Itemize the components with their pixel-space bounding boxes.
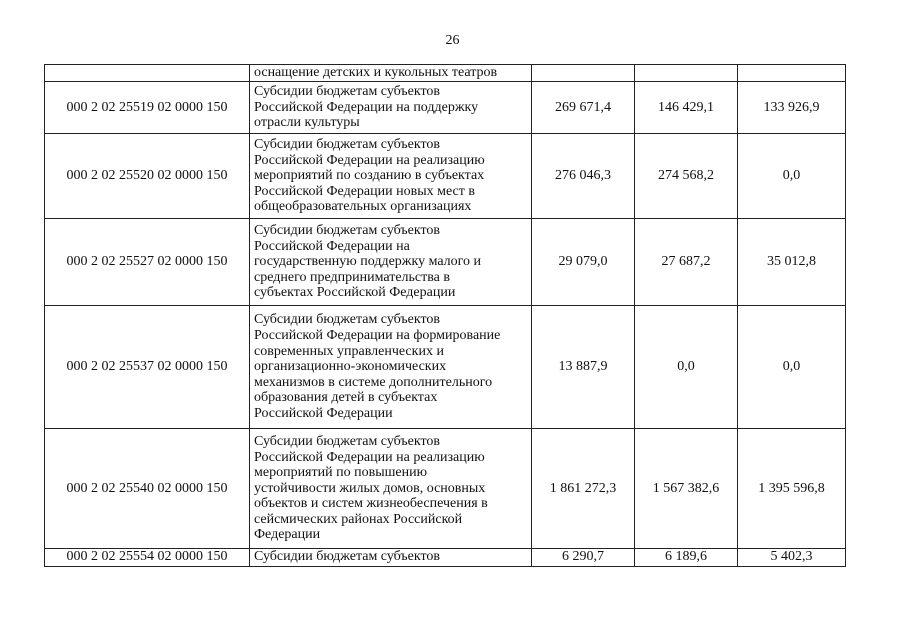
table-row [45, 306, 846, 429]
item-name-cell [250, 306, 532, 429]
page-number: 26 [445, 33, 460, 48]
item-name-line: Российской Федерации на [254, 238, 410, 254]
value-cell-3: 0,0 [738, 306, 846, 429]
item-name-cell [250, 65, 532, 82]
item-name-line: субъектах Российской Федерации [254, 285, 456, 301]
value-cell-2: 27 687,2 [635, 219, 738, 306]
item-name-line: механизмов в системе дополнительного [254, 374, 493, 390]
budget-code-cell: 000 2 02 25554 02 0000 150 [45, 549, 250, 567]
table-row [45, 219, 846, 306]
value-cell-3: 5 402,3 [738, 549, 846, 567]
table-row [45, 549, 846, 567]
budget-code-cell [45, 65, 250, 82]
value-cell-1: 29 079,0 [532, 219, 635, 306]
value-cell-1 [532, 65, 635, 82]
item-name-line: Федерации [254, 527, 321, 543]
item-name-line: государственную поддержку малого и [254, 254, 482, 270]
item-name-line: Российской Федерации [254, 405, 393, 421]
value-cell-2 [635, 65, 738, 82]
table-row [45, 134, 846, 219]
item-name-line: объектов и систем жизнеобеспечения в [254, 496, 488, 512]
item-name-line: мероприятий по повышению [254, 465, 428, 481]
budget-code-cell: 000 2 02 25520 02 0000 150 [45, 134, 250, 219]
item-name-cell [250, 549, 532, 567]
item-name-cell [250, 134, 532, 219]
budget-code-cell: 000 2 02 25537 02 0000 150 [45, 306, 250, 429]
item-name-line: современных управленческих и [254, 343, 444, 359]
item-name-line: общеобразовательных организациях [254, 199, 472, 215]
item-name-line: образования детей в субъектах [254, 390, 438, 406]
value-cell-1: 269 671,4 [532, 82, 635, 134]
item-name-line: Российской Федерации на поддержку [254, 99, 479, 115]
item-name-cell [250, 82, 532, 134]
value-cell-2: 146 429,1 [635, 82, 738, 134]
table-row [45, 429, 846, 549]
item-name-line: Субсидии бюджетам субъектов [254, 223, 441, 239]
item-name-line: организационно-экономических [254, 359, 447, 375]
item-name-line: оснащение детских и кукольных театров [254, 65, 498, 81]
value-cell-1: 6 290,7 [532, 549, 635, 567]
item-name-line: сейсмических районах Российской [254, 511, 463, 527]
item-name-cell [250, 219, 532, 306]
item-name-line: Субсидии бюджетам субъектов [254, 312, 441, 328]
value-cell-3: 1 395 596,8 [738, 429, 846, 549]
budget-table [44, 64, 846, 567]
item-name-line: мероприятий по созданию в субъектах [254, 168, 485, 184]
budget-code-cell: 000 2 02 25540 02 0000 150 [45, 429, 250, 549]
budget-code-cell: 000 2 02 25519 02 0000 150 [45, 82, 250, 134]
item-name-line: Российской Федерации на формирование [254, 328, 501, 344]
item-name-line: Субсидии бюджетам субъектов [254, 549, 441, 564]
item-name-line: среднего предпринимательства в [254, 269, 450, 285]
value-cell-1: 1 861 272,3 [532, 429, 635, 549]
value-cell-1: 13 887,9 [532, 306, 635, 429]
item-name-line: устойчивости жилых домов, основных [254, 480, 486, 496]
item-name-cell [250, 429, 532, 549]
value-cell-3: 133 926,9 [738, 82, 846, 134]
item-name-line: Российской Федерации новых мест в [254, 183, 475, 199]
item-name-line: Субсидии бюджетам субъектов [254, 433, 441, 449]
value-cell-2: 1 567 382,6 [635, 429, 738, 549]
table-row [45, 82, 846, 134]
item-name-line: Субсидии бюджетам субъектов [254, 84, 441, 100]
item-name-line: Российской Федерации на реализацию [254, 152, 485, 168]
item-name-line: отрасли культуры [254, 115, 360, 131]
item-name-line: Российской Федерации на реализацию [254, 449, 485, 465]
value-cell-3: 35 012,8 [738, 219, 846, 306]
value-cell-2: 6 189,6 [635, 549, 738, 567]
value-cell-1: 276 046,3 [532, 134, 635, 219]
table-row [45, 65, 846, 82]
item-name-line: Субсидии бюджетам субъектов [254, 137, 441, 153]
budget-code-cell: 000 2 02 25527 02 0000 150 [45, 219, 250, 306]
value-cell-3: 0,0 [738, 134, 846, 219]
value-cell-2: 274 568,2 [635, 134, 738, 219]
value-cell-2: 0,0 [635, 306, 738, 429]
value-cell-3 [738, 65, 846, 82]
